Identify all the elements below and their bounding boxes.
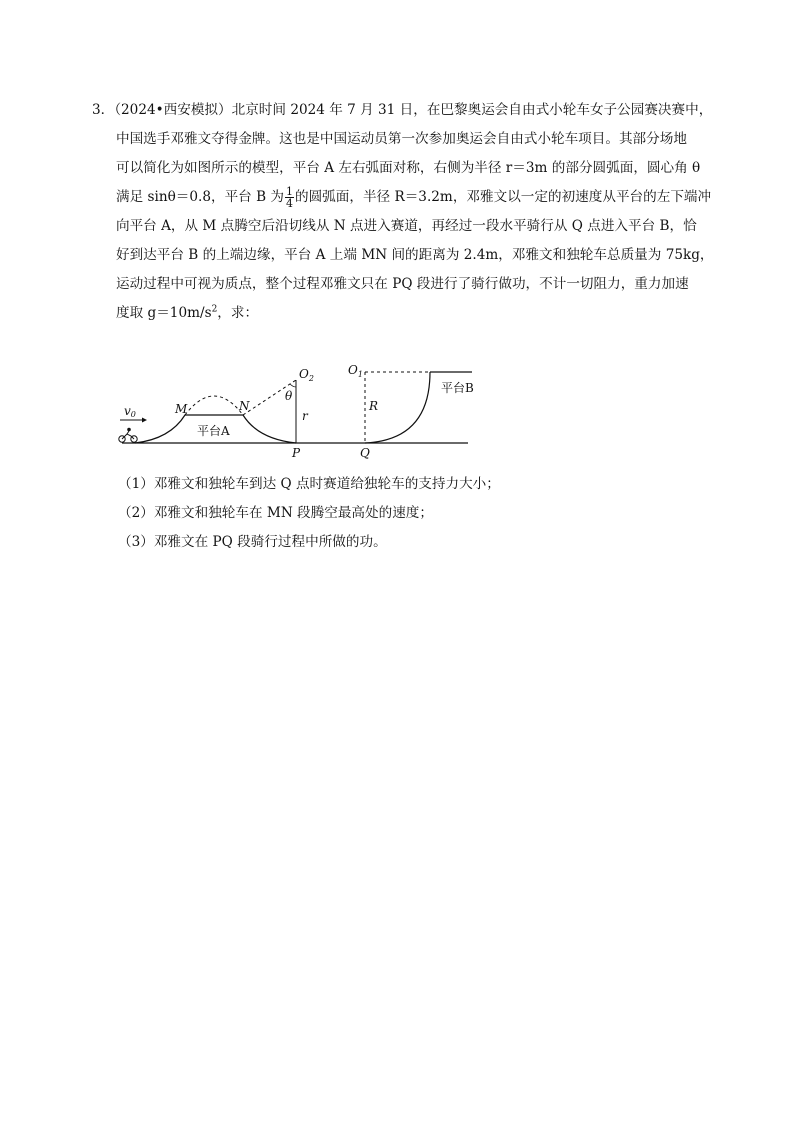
label-q: Q <box>360 446 370 460</box>
problem-statement <box>92 96 714 328</box>
fraction-denominator: 4 <box>286 197 293 210</box>
svg-text:O1 <box>348 363 363 379</box>
label-o2: O <box>299 367 309 381</box>
label-m: M <box>175 402 188 416</box>
label-v0-sub: 0 <box>130 410 136 419</box>
svg-text:v0 <box>124 404 136 419</box>
question-1: （1）邓雅文和独轮车到达 Q 点时赛道给独轮车的支持力大小； <box>118 476 500 492</box>
label-platform-a: 平台A <box>197 424 230 438</box>
question-2: （2）邓雅文和独轮车在 MN 段腾空最高处的速度； <box>118 505 433 521</box>
quarter-fraction <box>285 186 294 209</box>
questions <box>118 470 718 557</box>
problem-line-8 <box>92 299 704 328</box>
problem-line-1: 3．（2024•西安模拟）北京时间 2024 年 7 月 31 日，在巴黎奥运会自由式小轮车女子公园赛决赛中， <box>92 102 713 118</box>
fraction-numerator: 1 <box>286 185 293 198</box>
problem-line-6: 好到达平台 B 的上端边缘，平台 A 上端 MN 间的距离为 2.4m，邓雅文和独轮车总质量为 75kg， <box>116 247 714 263</box>
label-p: P <box>292 446 301 460</box>
label-o2-sub: 2 <box>308 374 314 383</box>
line4-before: 满足 sinθ＝0.8，平台 B 为 <box>116 189 284 205</box>
last-line-after: ，求： <box>217 305 259 321</box>
flight-path <box>185 396 243 415</box>
cyclist-icon <box>119 428 137 443</box>
label-platform-b: 平台B <box>441 381 474 395</box>
label-o1-sub: 1 <box>357 370 363 379</box>
svg-text:O2 <box>299 367 314 383</box>
label-r-big: R <box>369 399 379 413</box>
line4-after: 的圆弧面，半径 R＝3.2m，邓雅文以一定的初速度从平台的左下端冲 <box>295 189 712 205</box>
last-line-before: 度取 g＝10m/s <box>116 305 212 321</box>
problem-line-4 <box>92 183 712 212</box>
question-3: （3）邓雅文在 PQ 段骑行过程中所做的功。 <box>118 534 387 550</box>
label-n: N <box>239 399 250 413</box>
problem-line-3: 可以简化为如图所示的模型，平台 A 左右弧面对称，右侧为半径 r＝3m 的部分圆弧面，圆心角 θ <box>116 160 701 176</box>
label-r: r <box>302 409 308 423</box>
exponent: 2 <box>211 304 218 315</box>
label-theta: θ <box>285 389 293 403</box>
problem-line-2: 中国选手邓雅文夺得金牌。这也是中国运动员第一次参加奥运会自由式小轮车项目。其部分场地 <box>116 131 687 147</box>
track-diagram <box>110 360 480 460</box>
velocity-arrow-head <box>142 418 147 423</box>
label-o1: O <box>348 363 358 377</box>
label-v0: v <box>124 404 131 418</box>
angle-arc <box>290 384 296 387</box>
problem-line-7: 运动过程中可视为质点，整个过程邓雅文只在 PQ 段进行了骑行做功，不计一切阻力，重力加速 <box>116 276 689 292</box>
problem-line-5: 向平台 A，从 M 点腾空后沿切线从 N 点进入赛道，再经过一段水平骑行从 Q 点进入平台 B，恰 <box>116 218 697 234</box>
